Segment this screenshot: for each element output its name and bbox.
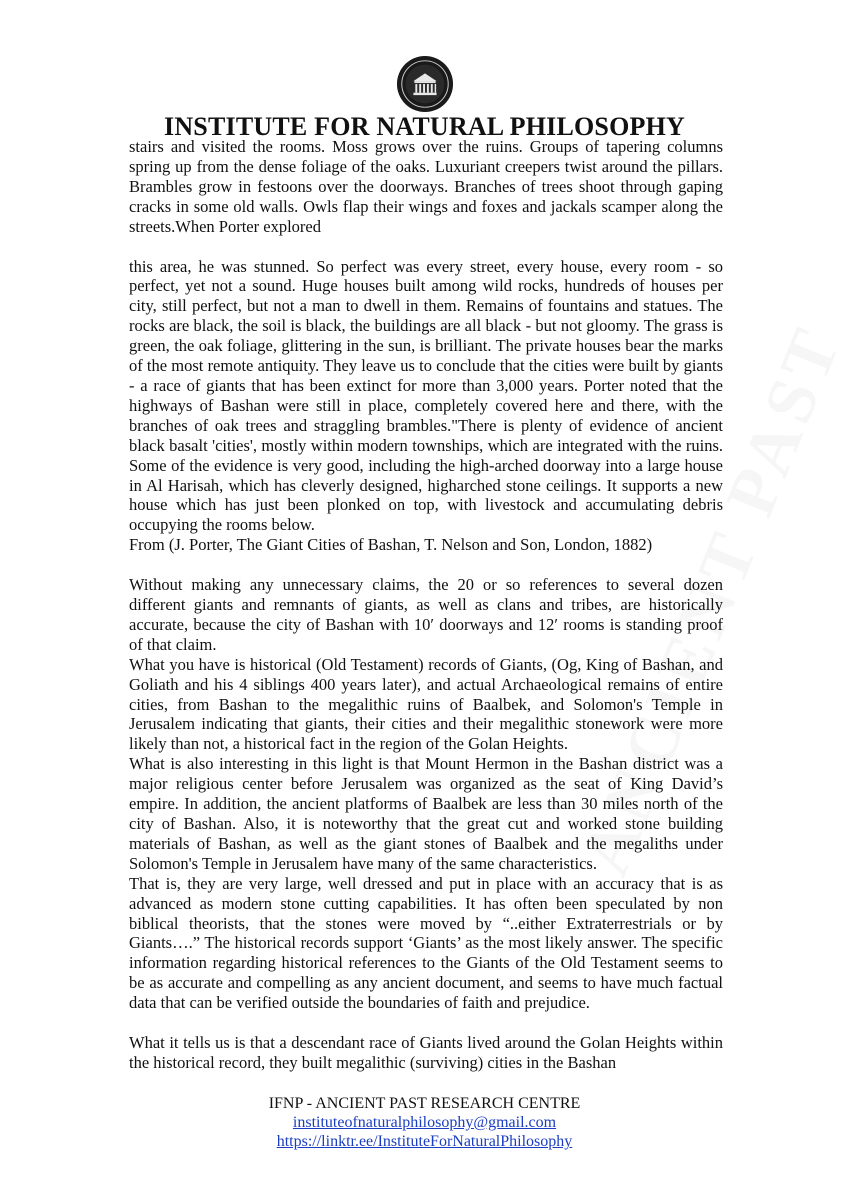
paragraph: What it tells us is that a descendant race of Giants lived around the Golan Heights within the historical record, they built megalithic (surviving) cities in the Bashan [129,1033,723,1072]
footer-email-link[interactable]: instituteofnaturalphilosophy@gmail.com [292,1114,557,1131]
paragraph: What you have is historical (Old Testament) records of Giants, (Og, King of Bashan, and Goliath and his 4 siblings 400 years later), and actual Archaeological remains of entire cities, from Bashan to the megalithic ruins of Baalbek, and Solomon's Temple in Jerusalem indicating that giants, their cities and their megalithic stonework were more likely than not, a historical fact in the region of the Golan Heights. [129,654,723,754]
footer [0,1094,849,1151]
page-title: INSTITUTE FOR NATURAL PHILOSOPHY [164,112,685,141]
paragraph: That is, they are very large, well dressed and put in place with an accuracy that is as advanced as modern stone cutting capabilities. It has often been speculated by non biblical theorists, that the stones were moved by “..either Extraterrestrials or by Giants….” The historical records support ‘Giants’ as the most likely answer. The specific information regarding historical references to the Giants of the Old Testament seems to be as accurate and compelling as any ancient document, and seems to have much factual data that can be verified outside the boundaries of faith and prejudice. [129,873,723,1013]
body-text [129,137,723,1073]
institute-seal-icon [396,55,454,113]
footer-centre-name: IFNP - ANCIENT PAST RESEARCH CENTRE [268,1095,581,1112]
paragraph: Without making any unnecessary claims, the 20 or so references to several dozen different giants and remnants of giants, as well as clans and tribes, are historically accurate, because the city of Bashan with 10′ doorways and 12′ rooms is standing proof of that claim. [129,575,723,654]
paragraph: stairs and visited the rooms. Moss grows over the ruins. Groups of tapering columns spring up from the dense foliage of the oaks. Luxuriant creepers twist around the pillars. Brambles grow in festoons over the doorways. Branches of trees shoot through gaping cracks in some old walls. Owls flap their wings and foxes and jackals scamper along the streets.When Porter explored [129,137,723,236]
paragraph: this area, he was stunned. So perfect was every street, every house, every room - so perfect, yet not a sound. Huge houses built among wild rocks, hundreds of houses per city, still perfect, but not a man to dwell in them. Remains of fountains and statues. The rocks are black, the soil is black, the buildings are all black - but not gloomy. The grass is green, the oak foliage, glittering in the sun, is brilliant. The private houses bear the marks of the most remote antiquity. They leave us to conclude that the cities were built by giants - a race of giants that has been extinct for more than 3,000 years. Porter noted that the highways of Bashan were still in place, completely covered here and there, with the branches of oak trees and straggling brambles."There is plenty of evidence of ancient black basalt 'cities', mostly within modern townships, which are integrated with the ruins. Some of the evidence is very good, including the high-arched doorway into a large house in Al Harisah, which has cleverly designed, higharched stone ceilings. It supports a new house which has just been plonked on top, with livestock and accumulating debris occupying the rooms below. [129,256,723,535]
footer-linktree-link[interactable]: https://linktr.ee/InstituteForNaturalPhilosophy [276,1133,573,1150]
paragraph: What is also interesting in this light is that Mount Hermon in the Bashan district was a major religious center before Jerusalem was organized as the seat of King David’s empire. In addition, the ancient platforms of Baalbek are less than 30 miles north of the city of Bashan. Also, it is noteworthy that the great cut and worked stone building materials of Bashan, as well as the giant stones of Baalbek and the megaliths under Solomon's Temple in Jerusalem have many of the same characteristics. [129,754,723,873]
citation: From (J. Porter, The Giant Cities of Bashan, T. Nelson and Son, London, 1882) [129,535,653,555]
